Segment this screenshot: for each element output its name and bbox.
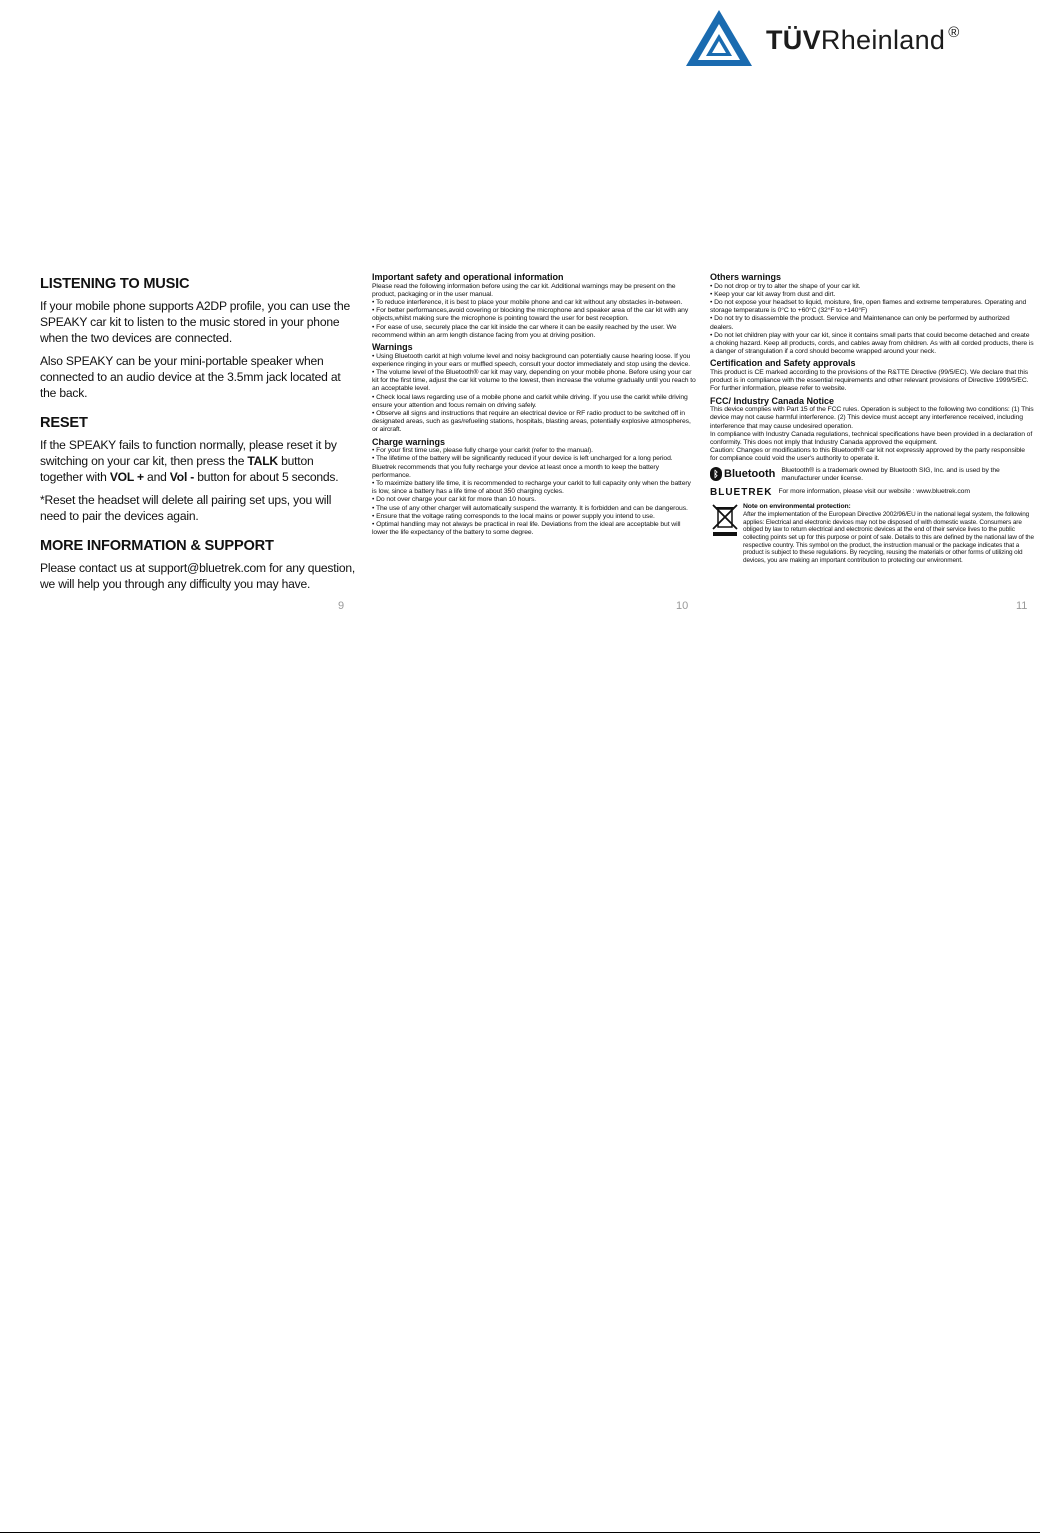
music-paragraph-2: Also SPEAKY can be your mini-portable speaker when connected to an audio device at the 3.5mm jack located at the back. — [40, 354, 341, 400]
charge-paragraph-7: • Optimal handling may not always be practical in real life. Deviations from the ideal are acceptable but will lower the life expectancy of the battery to some degree. — [372, 521, 681, 537]
bluetooth-trademark-text: Bluetooth® is a trademark owned by Bluetooth SIG, Inc. and is used by the manufacturer under license. — [781, 466, 1000, 482]
bluetooth-icon: ᛒ — [710, 467, 722, 481]
warnings-paragraph-4: • Observe all signs and instructions that require an electrical device or RF radio product to be switched off in designated areas, such as gas/refueling stations, hospitals, blasting areas, potentially explosive atmospheres, or aircraft. — [372, 410, 691, 434]
environment-paragraph: After the implementation of the European Directive 2002/96/EU in the national legal system, the following applies: Electrical and electronic devices may not be disposed of with domestic waste. Consumers are obliged by law to return electrical and electronic devices at the end of their service lives to the public collecting points set up for this purpose or point of sale. Details to this are defined by the national law of the respective country. This symbol on the product, the instruction manual or the package indicates that a product is subject to these regulations. By recycling, reusing the materials or other forms of utilizing old devices, you are making an important contribution to protecting our environment. — [743, 511, 1034, 564]
heading-certification: Certification and Safety approvals — [710, 358, 856, 369]
warnings-paragraph-3: • Check local laws regarding use of a mobile phone and carkit while driving. If you use the carkit while driving ensure your attention and focus remain on driving safely. — [372, 393, 688, 409]
charge-paragraph-3: • To maximize battery life time, it is recommended to recharge your carkit to full capacity only when the battery is low, since a battery has a life time of about 350 charging cycles. — [372, 480, 691, 496]
charge-paragraph-6: • Ensure that the voltage rating corresponds to the local mains or power supply you intend to use. — [372, 512, 655, 520]
heading-fcc-notice: FCC/ Industry Canada Notice — [710, 395, 835, 406]
reset-paragraph-1: If the SPEAKY fails to function normally, please reset it by switching on your car kit, then press the TALK button together with VOL + and Vol - button for about 5 seconds. — [40, 438, 339, 484]
others-paragraph-2: • Keep your car kit away from dust and dirt. — [710, 290, 836, 298]
page-number-10: 10 — [676, 600, 689, 612]
bluetrek-website-text: For more information, please visit our website : www.bluetrek.com — [778, 488, 970, 496]
others-paragraph-3: • Do not expose your headset to liquid, moisture, fire, open flames and extreme temperatures. Operating and storage temperature is 0°C to +60°C (32°F to +140°F) — [710, 299, 1027, 315]
music-paragraph-1: If your mobile phone supports A2DP profile, you can use the SPEAKY car kit to listen to the music stored in your phone when the two devices are connected. — [40, 299, 351, 345]
heading-listening-to-music: LISTENING TO MUSIC — [40, 276, 190, 292]
important-paragraph-3: • For better performances,avoid covering or blocking the microphone and speaker area of the car kit with any objects,whilst making sure the microphone is pointing toward the user for best reception. — [372, 307, 689, 323]
tuv-triangle-icon — [684, 8, 754, 68]
others-paragraph-1: • Do not drop or try to alter the shape of your car kit. — [710, 282, 861, 290]
heading-others-warnings: Others warnings — [710, 272, 782, 282]
charge-paragraph-1: • For your first time use, please fully charge your carkit (refer to the manual). — [372, 447, 593, 455]
charge-paragraph-2: • The lifetime of the battery will be significantly reduced if your device is left uncharged for a long period. Bluetrek recommends that you fully recharge your device at least once a month to keep the battery performance. — [372, 455, 673, 479]
page-11-column — [710, 270, 1034, 564]
environment-note — [710, 503, 1034, 564]
warnings-paragraph-2: • The volume level of the Bluetooth® car kit may vary, depending on your mobile phone. Before using your car kit for the first time, adjust the car kit volume to the lowest, then increase the volume gradually until you reach to an acceptable level. — [372, 369, 696, 393]
heading-warnings: Warnings — [372, 342, 413, 353]
warnings-paragraph-1: • Using Bluetooth carkit at high volume level and noisy background can potentially cause hearing loose. If you experience ringing in your ears or muffled speech, consult your doctor immediately and stop using the device. — [372, 352, 691, 368]
others-paragraph-5: • Do not let children play with your car kit, since it contains small parts that could become detached and create a choking hazard. Keep all products, cords, and cables away from children. As with all corded products, there is a danger of strangulation if a cord should become wrapped around your neck. — [710, 331, 1034, 356]
fcc-paragraph-3: Caution: Changes or modifications to this Bluetooth® car kit not expressly approved by the party responsible for compliance could void the user's authority to operate it. — [710, 447, 1025, 463]
page-number-9: 9 — [338, 600, 345, 612]
support-paragraph: Please contact us at support@bluetrek.com for any question, we will help you through any difficulty you may have. — [40, 561, 356, 591]
others-paragraph-4: • Do not try to disassemble the product. Service and Maintenance can only be performed by authorized dealers. — [710, 315, 1010, 331]
fcc-paragraph-2: In compliance with Industry Canada regulations, technical specifications have been provided in a declaration of conformity. This does not imply that Industry Canada approved the equipment. — [710, 430, 1033, 447]
important-paragraph-2: • To reduce interference, it is best to place your mobile phone and car kit without any obstacles in-between. — [372, 299, 683, 306]
charge-paragraph-5: • The use of any other charger will automatically suspend the warranty. It is forbidden and can be dangerous. — [372, 504, 688, 512]
page-9-column — [40, 262, 356, 599]
heading-charge-warnings: Charge warnings — [372, 436, 446, 447]
charge-paragraph-4: • Do not over charge your car kit for more than 10 hours. — [372, 496, 537, 504]
page-number-11: 11 — [1016, 600, 1028, 612]
bottom-rule — [0, 1532, 1040, 1533]
bluetooth-trademark-row — [710, 467, 1034, 483]
environment-heading: Note on environmental protection: — [743, 503, 851, 511]
certification-paragraph: This product is CE marked according to the provisions of the R&TTE Directive (99/5/EC). We declare that this product is in compliance with the essential requirements and other relevant provisions of Directive 1999/5/EC. For further information, please refer to website. — [710, 369, 1029, 393]
crossed-bin-icon — [710, 503, 740, 537]
heading-reset: RESET — [40, 415, 88, 431]
reset-paragraph-2: *Reset the headset will delete all pairing set ups, you will need to pair the devices again. — [40, 493, 332, 523]
important-paragraph-1: Please read the following information before using the car kit. Additional warnings may be present on the product, packaging or in the user manual. — [372, 282, 676, 298]
fcc-paragraph-1: This device complies with Part 15 of the FCC rules. Operation is subject to the following two conditions: (1) This device may not cause harmful interference. (2) This device must accept any interference received, including interference that may cause undesired operation. — [710, 406, 1034, 430]
bluetrek-row — [710, 487, 1034, 498]
tuv-brand-text: TÜVRheinland ® — [766, 24, 960, 55]
tuv-rheinland-logo — [684, 8, 1014, 68]
heading-more-information-support: MORE INFORMATION & SUPPORT — [40, 538, 274, 554]
page-10-column — [372, 270, 696, 537]
bluetrek-logo: BLUETREK — [710, 487, 773, 499]
heading-important-safety: Important safety and operational information — [372, 272, 564, 282]
bluetooth-logo: ᛒ Bluetooth — [710, 467, 775, 481]
important-paragraph-4: • For ease of use, securely place the car kit inside the car where it can be easily reached by the user. We recommend within an arm length distance facing from you at driving position. — [372, 323, 677, 339]
